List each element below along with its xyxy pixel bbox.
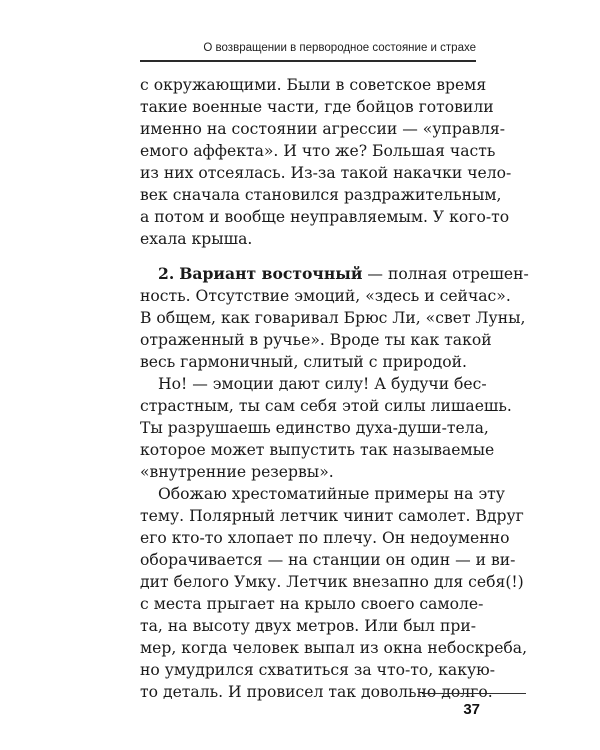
list-item-2 [140,263,529,373]
text-line: Обожаю хрестоматийные примеры на эту [158,485,505,503]
text-line: а потом и вообще неуправляемым. У кого-то [140,208,510,226]
running-head: О возвращении в первородное состояние и страхе [203,42,476,54]
text-line: емого аффекта». И что же? Большая часть [140,142,496,160]
text-line: такие военные части, где бойцов готовили [140,98,494,116]
text-line: которое может выпустить так называемые [140,441,495,459]
list-item-first-line [140,263,529,285]
text-line: мер, когда человек выпал из окна небоскреба, [140,639,528,657]
paragraph-3 [140,373,512,483]
text-line: та, на высоту двух метров. Или был при- [140,617,476,635]
text-line: В общем, как говаривал Брюс Ли, «свет Луны, [140,309,526,327]
list-number: 2. [158,264,175,283]
text-line: весь гармоничный, слитый с природой. [140,353,467,371]
text-line: Ты разрушаешь единство духа-души-тела, [140,419,489,437]
text-line: из них отсеялась. Из-за такой накачки чело- [140,164,512,182]
text-line: но умудрился схватиться за что-то, какую- [140,661,495,679]
text-line: страстным, ты сам себя этой силы лишаешь. [140,397,512,415]
text-fragment: — полная отрешен- [362,265,529,283]
text-line: именно на состоянии агрессии — «управля- [140,120,505,138]
list-heading: Вариант восточный [179,264,363,283]
text-line: отраженный в ручье». Вроде ты как такой [140,331,492,349]
page-number: 37 [463,701,480,718]
paragraph-1 [140,74,512,250]
text-line: век сначала становился раздражительным, [140,186,502,204]
text-line: с окружающими. Были в советское время [140,76,487,94]
body-text [140,74,529,703]
text-line: «внутренние резервы». [140,463,334,481]
text-line: тему. Полярный летчик чинит самолет. Вдруг [140,507,524,525]
header-rule [140,60,476,62]
text-line: Но! — эмоции дают силу! А будучи бес- [158,375,487,393]
text-line: ность. Отсутствие эмоций, «здесь и сейчас». [140,287,511,305]
text-line: его кто-то хлопает по плечу. Он недоуменно [140,529,510,547]
text-line: ехала крыша. [140,230,253,248]
text-line: то деталь. И провисел так довольно долго. [140,683,493,701]
paragraph-4 [140,483,528,703]
footer-rule [422,693,526,694]
text-line: с места прыгает на крыло своего самоле- [140,595,484,613]
text-line: оборачивается — на станции он один — и ви- [140,551,516,569]
text-line: дит белого Умку. Летчик внезапно для себя(!) [140,573,524,591]
